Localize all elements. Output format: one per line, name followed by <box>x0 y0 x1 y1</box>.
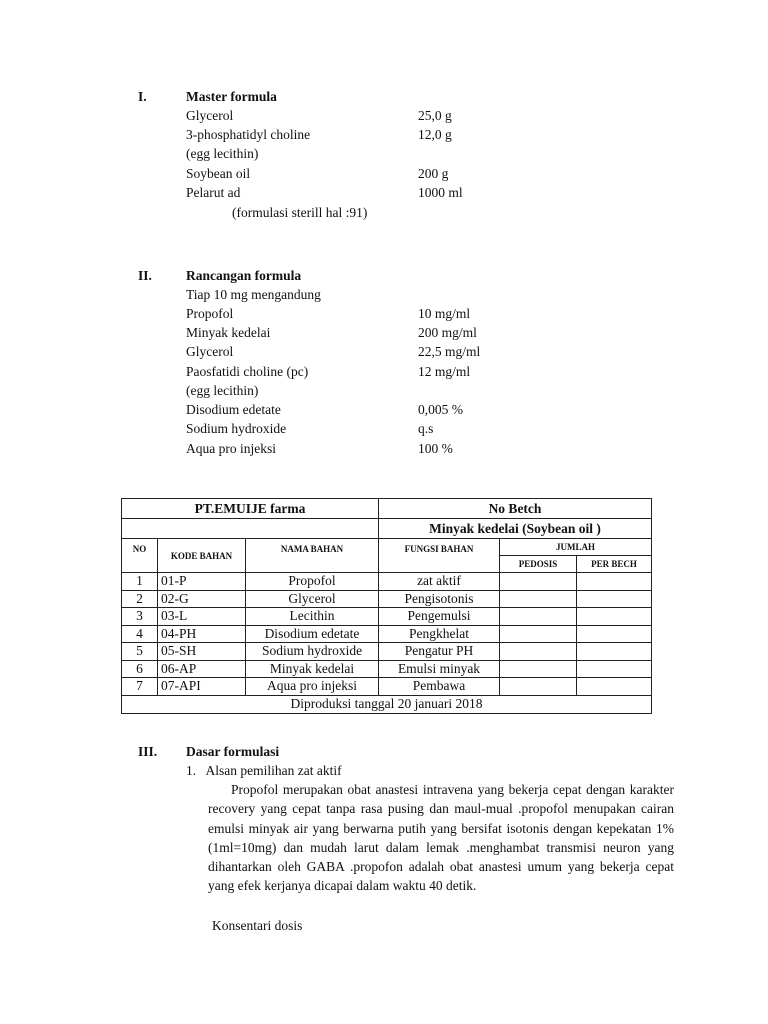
section2-item-name: Disodium edetate <box>186 402 281 417</box>
table-row <box>122 678 652 696</box>
row-kode: 01-P <box>158 573 246 591</box>
row-kode: 04-PH <box>158 625 246 643</box>
paragraph-text: Propofol merupakan obat anastesi intravena yang bekerja cepat dengan karakter recovery yang cepat tanpa rasa pusing dan maul-mual .propofol menupakan cairan emulsi minyak air yang berwarna putih yang bersifat isotonis dengan kepekatan 1% (1ml=10mg) dan mudah larut dalam lemak .menghambat transmisi neuron yang dihantarkan oleh GABA .propofon adalah obat anastesi umum yang bekerja cepat yang efek kerjanya dicapai dalam waktu 40 detik. <box>208 782 674 894</box>
row-pedosis <box>500 643 577 661</box>
table-row <box>122 573 652 591</box>
column-header-jumlah: JUMLAH <box>500 539 652 556</box>
section1-item-amount: 25,0 g <box>418 108 452 123</box>
section2-item-amount: 12 mg/ml <box>418 364 471 379</box>
column-header-no: NO <box>122 539 158 573</box>
table-row <box>122 608 652 626</box>
product-name: Minyak kedelai (Soybean oil ) <box>379 519 652 539</box>
row-perbech <box>577 573 652 591</box>
section3-point1: 1. Alsan pemilihan zat aktif <box>186 763 342 778</box>
row-nama: Minyak kedelai <box>246 660 379 678</box>
row-no: 2 <box>122 590 158 608</box>
section1-title: Master formula <box>186 89 277 104</box>
table-row <box>122 643 652 661</box>
row-no: 4 <box>122 625 158 643</box>
row-perbech <box>577 660 652 678</box>
section2-item-name: Propofol <box>186 306 234 321</box>
section3-paragraph <box>208 780 674 896</box>
company-name: PT.EMUIJE farma <box>122 499 379 519</box>
section2-item-name: Aqua pro injeksi <box>186 441 276 456</box>
section2-item-amount: 22,5 mg/ml <box>418 344 481 359</box>
row-kode: 06-AP <box>158 660 246 678</box>
section2-item-name: Minyak kedelai <box>186 325 271 340</box>
row-pedosis <box>500 608 577 626</box>
table-row <box>122 590 652 608</box>
section3-subheading: Konsentari dosis <box>212 918 303 933</box>
row-no: 6 <box>122 660 158 678</box>
section1-numeral: I. <box>138 89 147 104</box>
row-pedosis <box>500 590 577 608</box>
section2-item-amount: 10 mg/ml <box>418 306 471 321</box>
column-header-pedosis: PEDOSIS <box>500 556 577 573</box>
section2-item-amount: 100 % <box>418 441 453 456</box>
section1-reference: (formulasi sterill hal :91) <box>232 205 368 220</box>
row-nama: Lecithin <box>246 608 379 626</box>
row-no: 1 <box>122 573 158 591</box>
section2-item-amount: 200 mg/ml <box>418 325 477 340</box>
section1-item-name: Soybean oil <box>186 166 251 181</box>
row-nama: Disodium edetate <box>246 625 379 643</box>
section2-item-amount: q.s <box>418 421 434 436</box>
row-fungsi: Pembawa <box>379 678 500 696</box>
row-pedosis <box>500 573 577 591</box>
row-fungsi: Pengisotonis <box>379 590 500 608</box>
section2-title: Rancangan formula <box>186 268 302 283</box>
production-date: Diproduksi tanggal 20 januari 2018 <box>122 695 652 713</box>
row-kode: 07-API <box>158 678 246 696</box>
row-kode: 05-SH <box>158 643 246 661</box>
section1-item-name: 3-phosphatidyl choline <box>186 127 311 142</box>
section2-item-name: Sodium hydroxide <box>186 421 287 436</box>
row-nama: Propofol <box>246 573 379 591</box>
row-fungsi: zat aktif <box>379 573 500 591</box>
row-perbech <box>577 608 652 626</box>
row-no: 7 <box>122 678 158 696</box>
row-no: 5 <box>122 643 158 661</box>
section2-item-name: Paosfatidi choline (pc) <box>186 364 309 379</box>
batch-table <box>121 498 652 714</box>
row-fungsi: Emulsi minyak <box>379 660 500 678</box>
row-nama: Glycerol <box>246 590 379 608</box>
column-header-nama: NAMA BAHAN <box>246 539 379 573</box>
section1-item-amount: 12,0 g <box>418 127 452 142</box>
blank-cell <box>122 519 379 539</box>
section3-title: Dasar formulasi <box>186 744 280 759</box>
section3-numeral: III. <box>138 744 158 759</box>
row-perbech <box>577 643 652 661</box>
section2-item-name: Glycerol <box>186 344 234 359</box>
section1-item-name: (egg lecithin) <box>186 146 259 161</box>
section2-subtitle: Tiap 10 mg mengandung <box>186 287 321 302</box>
column-header-perbech: PER BECH <box>577 556 652 573</box>
row-nama: Sodium hydroxide <box>246 643 379 661</box>
table-row <box>122 625 652 643</box>
row-perbech <box>577 625 652 643</box>
batch-number-label: No Betch <box>379 499 652 519</box>
row-fungsi: Pengkhelat <box>379 625 500 643</box>
section1-item-amount: 1000 ml <box>418 185 463 200</box>
section2-numeral: II. <box>138 268 152 283</box>
row-kode: 02-G <box>158 590 246 608</box>
row-fungsi: Pengemulsi <box>379 608 500 626</box>
row-kode: 03-L <box>158 608 246 626</box>
section1-item-name: Pelarut ad <box>186 185 241 200</box>
row-no: 3 <box>122 608 158 626</box>
section1-item-amount: 200 g <box>418 166 449 181</box>
section1-item-name: Glycerol <box>186 108 234 123</box>
row-pedosis <box>500 660 577 678</box>
section2-item-name: (egg lecithin) <box>186 383 259 398</box>
row-perbech <box>577 590 652 608</box>
row-perbech <box>577 678 652 696</box>
row-pedosis <box>500 678 577 696</box>
column-header-fungsi: FUNGSI BAHAN <box>379 539 500 573</box>
section2-item-amount: 0,005 % <box>418 402 463 417</box>
row-nama: Aqua pro injeksi <box>246 678 379 696</box>
column-header-kode: KODE BAHAN <box>158 539 246 573</box>
table-row <box>122 660 652 678</box>
row-pedosis <box>500 625 577 643</box>
row-fungsi: Pengatur PH <box>379 643 500 661</box>
